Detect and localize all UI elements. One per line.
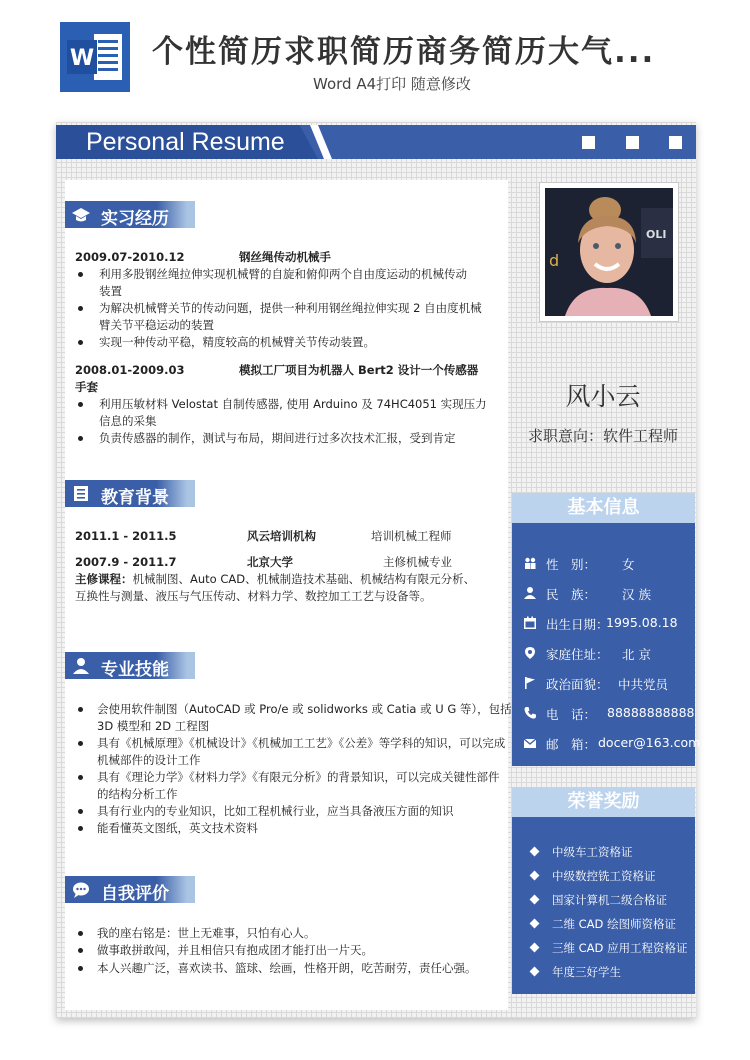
bullet-text: 具有《理论力学》《材料力学》《有限元分析》的背景知识，可以完成关键性部件 [97,770,500,784]
section-education-heading: 教育背景 [65,480,187,507]
bullet-dot [78,966,83,971]
square-decor [669,136,682,149]
job-period: 2008.01-2009.03 [75,363,185,377]
basic-info-heading: 基本信息 [512,493,695,523]
bullet-text: 信息的采集 [99,414,157,428]
courses-line: 主修课程：机械制图、Auto CAD、机械制造技术基础、机械结构有限元分析、 [75,572,476,586]
bullet-text: 臂关节平稳运动的装置 [99,318,214,332]
honor-item: 年度三好学生 [512,964,695,982]
bullet-dot [78,402,83,407]
square-decor [582,136,595,149]
top-banner [0,0,750,104]
job-project: 钢丝绳传动机械手 [239,250,331,264]
bullet-text: 会使用软件制图（AutoCAD 或 Pro/e 或 solidworks 或 Catia 或 U G 等），包括 [97,702,512,716]
people-icon [523,556,537,570]
bullet-dot [78,306,83,311]
info-row-political: 政治面貌： 中共党员 [512,674,695,694]
diamond-bullet-icon [530,967,540,977]
word-icon [60,22,130,92]
flag-icon [523,676,537,690]
svg-text:W: W [69,46,95,71]
diamond-bullet-icon [530,919,540,929]
honor-item: 三维 CAD 应用工程资格证 [512,940,695,958]
page-subtitle: Word A4打印 随意修改 [313,75,471,93]
edu-period: 2011.1 - 2011.5 [75,529,177,543]
info-row-phone: 电 话： 88888888888 [512,704,695,724]
resume-page [56,122,701,1018]
chat-bubble-icon [71,880,91,899]
calendar-icon [523,616,537,630]
ethnicity-icon [523,586,537,600]
svg-text:OLI: OLI [646,228,667,241]
section-internship-heading: 实习经历 [65,201,187,228]
edu-major: 培训机械工程师 [371,529,452,543]
info-row-gender: 性 别： 女 [512,554,695,574]
book-icon [71,484,91,503]
resume-header-bar [56,125,696,159]
bullet-dot [78,948,83,953]
bullet-text: 负责传感器的制作，测试与布局，期间进行过多次技术汇报，受到肯定 [99,431,456,445]
diamond-bullet-icon [530,871,540,881]
job-project-cont: 手套 [75,380,98,394]
diamond-bullet-icon [530,895,540,905]
bullet-text: 3D 模型和 2D 工程图 [97,719,210,733]
person-icon [71,656,91,675]
bullet-text: 能看懂英文图纸，英文技术资料 [97,821,258,835]
profile-photo [539,182,679,322]
bullet-dot [78,826,83,831]
bullet-dot [78,809,83,814]
diamond-bullet-icon [530,943,540,953]
mail-icon [523,736,537,750]
honors-heading: 荣誉奖励 [512,787,695,817]
edu-period: 2007.9 - 2011.7 [75,555,177,569]
honors-panel [512,817,695,994]
bullet-text: 利用压敏材料 Velostat 自制传感器, 使用 Arduino 及 74HC4051 实现压力 [99,397,487,411]
bullet-text: 做事敢拼敢闯，并且相信只有抱成团才能打出一片天。 [97,943,373,957]
honor-item: 二维 CAD 绘图师资格证 [512,916,695,934]
page-title: 个性简历求职简历商务简历大气... [152,34,656,70]
edu-school: 风云培训机构 [247,529,316,543]
candidate-name: 风小云 [565,382,641,411]
diamond-bullet-icon [530,847,540,857]
location-icon [523,646,537,660]
bullet-dot [78,931,83,936]
basic-info-panel [512,523,701,766]
resume-header-title: Personal Resume [86,128,285,156]
bullet-text: 的结构分析工作 [97,787,178,801]
bullet-dot [78,436,83,441]
section-self-eval-heading: 自我评价 [65,876,187,903]
info-row-email: 邮 箱： docer@163.com [512,734,695,754]
bullet-dot [78,707,83,712]
phone-icon [523,706,537,720]
bullet-text: 装置 [99,284,122,298]
honor-item: 国家计算机二级合格证 [512,892,695,910]
graduation-cap-icon [71,205,91,224]
bullet-text: 为解决机械臂关节的传动问题，提供一种利用钢丝绳拉伸实现 2 自由度机械 [99,301,482,315]
info-row-address: 家庭住址： 北 京 [512,644,695,664]
edu-school: 北京大学 [247,555,293,569]
courses-line: 互换性与测量、液压与气压传动、材料力学、数控加工工艺与设备等。 [75,589,432,603]
info-row-ethnicity: 民 族： 汉 族 [512,584,695,604]
left-column [65,180,512,1010]
bullet-dot [78,775,83,780]
edu-major: 主修机械专业 [383,555,452,569]
bullet-text: 本人兴趣广泛，喜欢读书、篮球、绘画，性格开朗，吃苦耐劳，责任心强。 [97,961,477,975]
bullet-dot [78,741,83,746]
svg-text:d: d [549,251,560,270]
honor-item: 中级数控铣工资格证 [512,868,695,886]
bullet-text: 我的座右铭是：世上无难事，只怕有心人。 [97,926,316,940]
job-period: 2009.07-2010.12 [75,250,185,264]
bullet-text: 机械部件的设计工作 [97,753,201,767]
bullet-text: 利用多股钢丝绳拉伸实现机械臂的自旋和俯仰两个自由度运动的机械传动 [99,267,467,281]
bullet-dot [78,340,83,345]
section-skills-heading: 专业技能 [65,652,187,679]
job-intent: 求职意向：软件工程师 [527,427,678,445]
square-decor [626,136,639,149]
bullet-dot [78,272,83,277]
bullet-text: 具有行业内的专业知识，比如工程机械行业，应当具备液压方面的知识 [97,804,454,818]
bullet-text: 具有《机械原理》《机械设计》《机械加工工艺》《公差》等学科的知识，可以完成 [97,736,506,750]
info-row-birthdate: 出生日期： 1995.08.18 [512,614,695,634]
honor-item: 中级车工资格证 [512,844,695,862]
bullet-text: 实现一种传动平稳，精度较高的机械臂关节传动装置。 [99,335,375,349]
job-project: 模拟工厂项目为机器人 Bert2 设计一个传感器 [239,363,479,377]
portrait-image [545,188,673,316]
